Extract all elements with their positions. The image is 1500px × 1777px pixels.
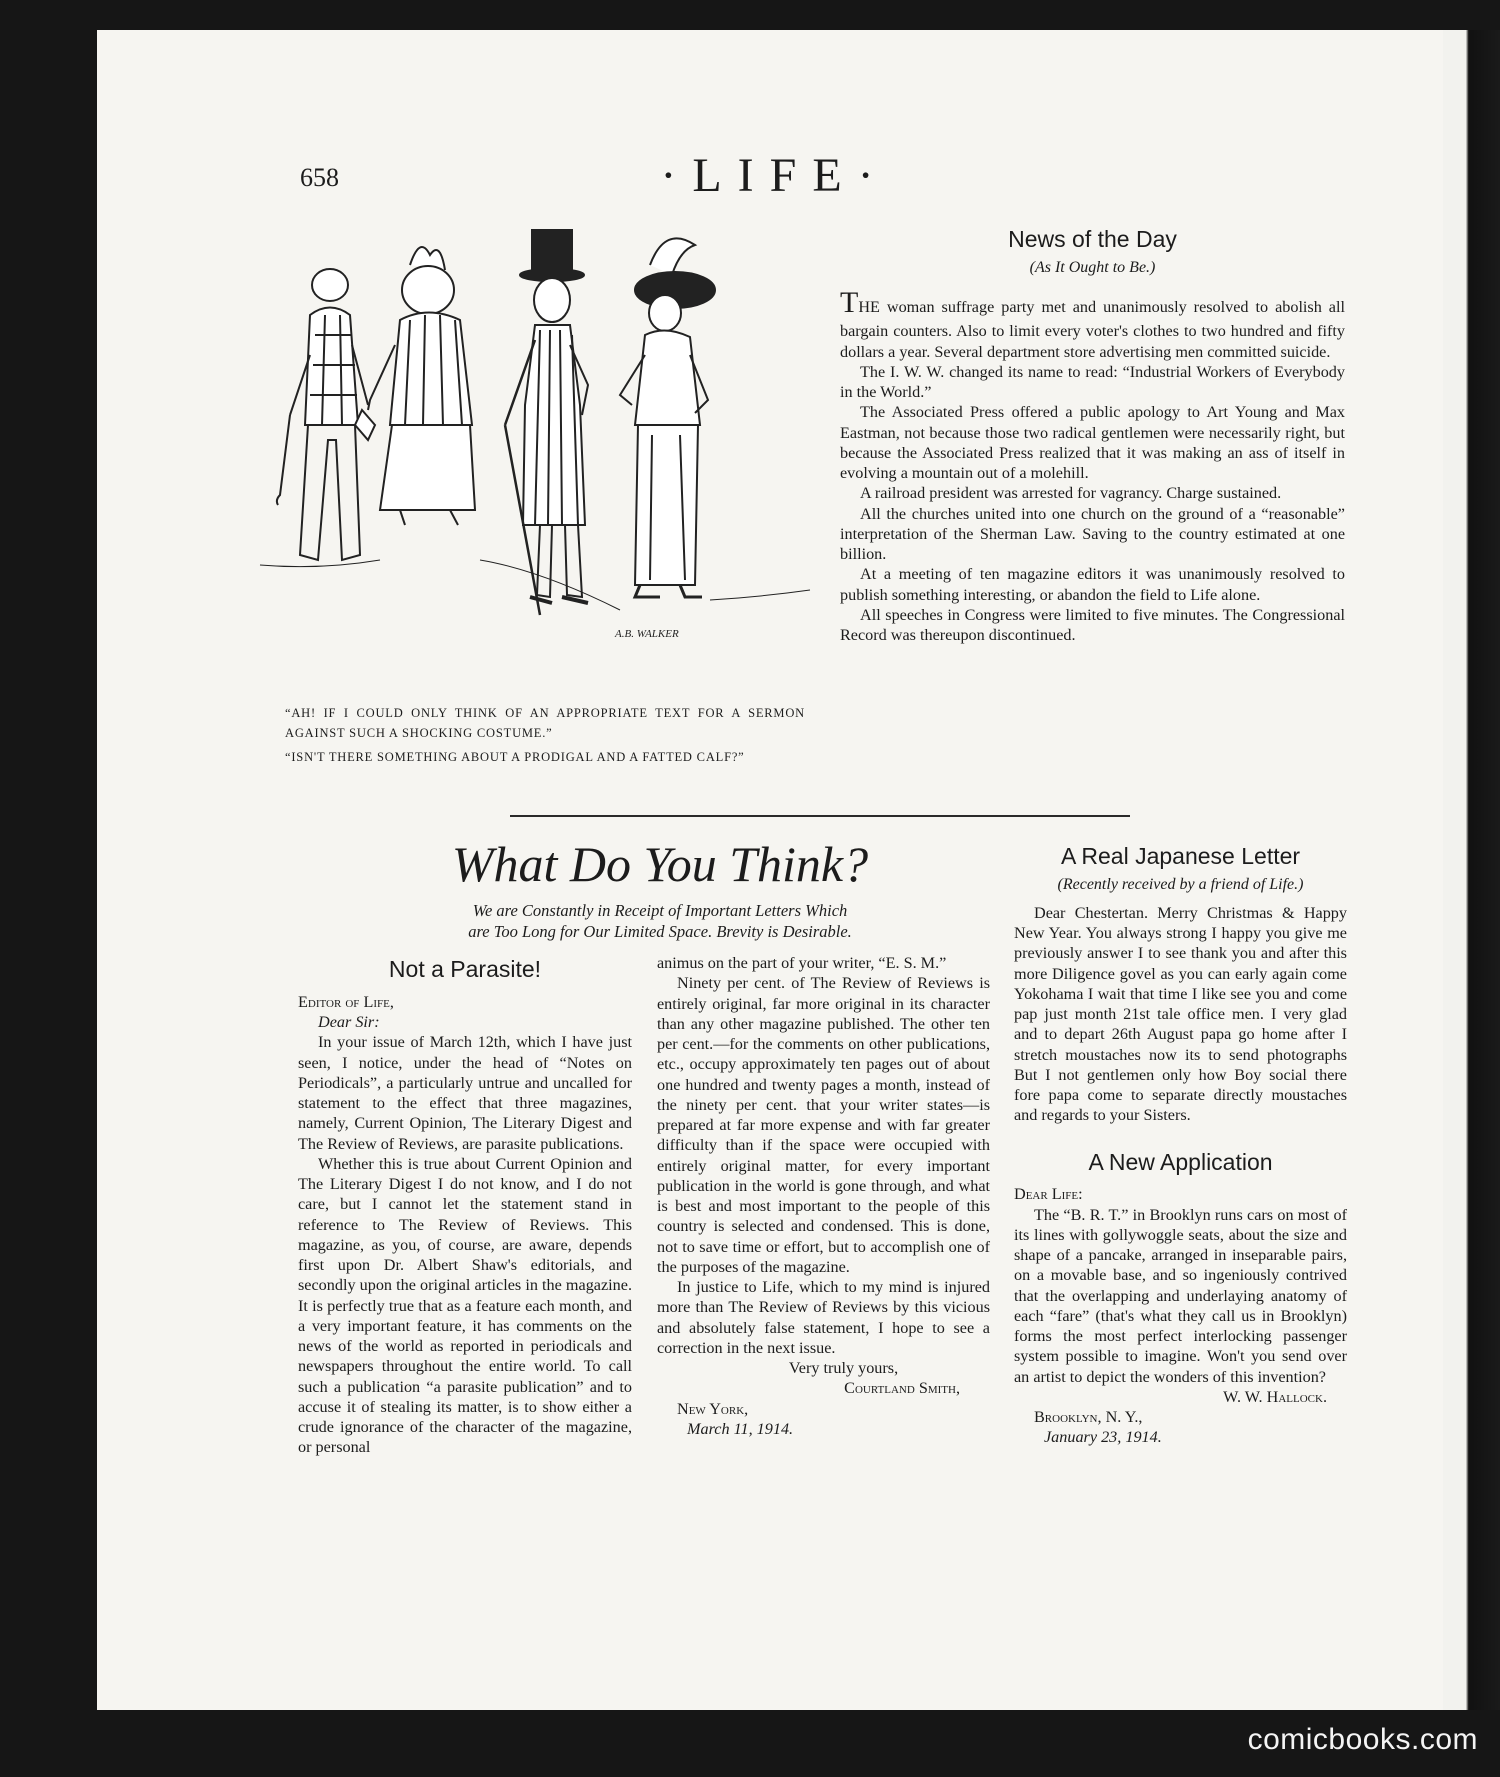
news-title: News of the Day: [1008, 226, 1177, 252]
japanese-letter-subtitle: (Recently received by a friend of Life.): [1057, 875, 1304, 893]
new-application-title: A New Application: [1088, 1148, 1273, 1175]
cartoon-illustration: [240, 225, 820, 695]
news-paragraph: The Associated Press offered a public apology to Art Young and Max Eastman, not because those two radical gentlemen were necessarily right, but because the Associated Press realized that it was making an ass of itself in evolving a mountain out of a molehill.: [840, 403, 1345, 482]
news-paragraph: All the churches united into one church on the ground of a “reasonable” interpretation of the Sherman Law. Saving to the country estimated at one billion.: [840, 504, 1345, 563]
caption-line-1: “AH! IF I COULD ONLY THINK OF AN APPROPRIATE TEXT FOR A SERMON AGAINST SUCH A SHOCKING COSTUME.”: [285, 706, 805, 740]
parasite-title: Not a Parasite!: [388, 956, 542, 982]
masthead-title: ·LIFE·: [660, 149, 890, 202]
news-paragraph: The I. W. W. changed its name to read: “Industrial Workers of Everybody in the World.”: [840, 362, 1345, 401]
figure-man-tophat: [505, 230, 588, 615]
cartoon-caption: [285, 703, 805, 771]
parasite-paragraph: Whether this is true about Current Opinion and The Literary Digest I do not know, and I do not care, but I cannot let the statement stand in reference to The Review of Reviews. This magazine, as you, of course, are aware, depends first upon Dr. Albert Shaw's editorials, and secondly upon the original articles in the magazine. It is perfectly true that as a feature each month, and a very important feature, it has comments on the news of the world as reported in periodicals and newspapers throughout the entire world. To call such a publication “a parasite publication” and to accuse it of stealing its matter, is to show either a crude ignorance of the character of the magazine, or personal: [298, 1154, 632, 1457]
parasite-dear-sir: Dear Sir:: [318, 1013, 380, 1031]
section-divider: [510, 815, 1130, 817]
parasite-paragraph: In justice to Life, which to my mind is injured more than The Review of Reviews by this vicious and absolutely false statement, I hope to see a correction in the next issue.: [657, 1278, 990, 1357]
parasite-salutation: Editor of Life,: [298, 992, 394, 1011]
application-date: January 23, 1914.: [1044, 1428, 1162, 1447]
right-column: [1014, 842, 1347, 1448]
japanese-letter-title: A Real Japanese Letter: [1060, 843, 1301, 869]
letter-not-a-parasite-col1: [298, 955, 632, 1458]
news-of-the-day: [840, 225, 1345, 645]
figure-woman-back: [355, 247, 475, 525]
news-subtitle: (As It Ought to Be.): [1029, 258, 1156, 276]
application-signature: W. W. Hallock.: [1223, 1387, 1327, 1406]
artist-signature: A.B. WALKER: [615, 628, 679, 640]
news-paragraph: THE woman suffrage party met and unanimously resolved to abolish all bargain counters. Also to limit every voter's clothes to two hundred and fifty dollars a year. Several department store advertising men committed suicide.: [840, 285, 1345, 361]
parasite-paragraph: In your issue of March 12th, which I have just seen, I notice, under the head of “Notes on Periodicals”, a particularly untrue and uncalled for statement to the effect that three magazines, namely, Current Opinion, The Literary Digest and The Review of Reviews, are parasite publications.: [298, 1033, 632, 1153]
caption-line-2: “ISN'T THERE SOMETHING ABOUT A PRODIGAL AND A FATTED CALF?”: [285, 750, 745, 764]
parasite-paragraph: Ninety per cent. of The Review of Reviews is entirely original, far more original in its character than any other magazine published. The other ten per cent.—for the comments on other publications, etc., occupy approximately ten pages out of about one hundred and twenty pages a month, instead of the ninety per cent. that your writer states—is prepared at far more expense and with far greater difficulty than if the space were occupied with entirely original matter, for every important publication in the world is gone through, and what is best and most important to the people of this country is selected and condensed. This is done, not to save time or effort, but to accomplish one of the purposes of the magazine.: [657, 974, 990, 1276]
letter-not-a-parasite-col2: [657, 953, 990, 1439]
news-paragraph: All speeches in Congress were limited to five minutes. The Congressional Record was thereupon discontinued.: [840, 605, 1345, 644]
subtitle-line-1: We are Constantly in Receipt of Important Letters Which: [472, 901, 848, 920]
parasite-signature: Courtland Smith,: [844, 1379, 960, 1398]
news-paragraph: At a meeting of ten magazine editors it was unanimously resolved to publish something interesting, or abandon the field to Life alone.: [840, 565, 1345, 604]
parasite-paragraph: animus on the part of your writer, “E. S. M.”: [657, 954, 947, 972]
application-salutation: Dear Life:: [1014, 1185, 1083, 1204]
figure-boy: [277, 269, 368, 560]
subtitle-line-2: are Too Long for Our Limited Space. Brevity is Desirable.: [468, 922, 852, 942]
application-place: Brooklyn, N. Y.,: [1034, 1408, 1143, 1426]
what-do-you-think-subtitle: [370, 900, 950, 943]
figure-woman-hat: [620, 238, 715, 597]
page-spine: [1443, 30, 1500, 1710]
parasite-date: March 11, 1914.: [687, 1419, 794, 1438]
parasite-closing: Very truly yours,: [788, 1359, 899, 1377]
parasite-place: New York,: [677, 1399, 749, 1418]
what-do-you-think-title: What Do You Think?: [451, 836, 869, 892]
news-paragraph: A railroad president was arrested for vagrancy. Charge sustained.: [860, 484, 1282, 503]
japanese-letter-body: Dear Chestertan. Merry Christmas & Happy New Year. You always strong I happy you give me previously answer I to see thank you and after this more Diligence govel as you can early again come Yokohama I wait that time I like see you and come pap just month 21st tale office men. I very glad and to depart 26th August papa go home after I stretch moustaches now its to send photographs But I not gentlemen only how Boy social there fore papa come to separate directly moustaches and regards to your Sisters.: [1014, 903, 1347, 1125]
application-body: The “B. R. T.” in Brooklyn runs cars on most of its lines with gollywoggle seats, about the size and shape of a pancake, arranged in inseparable pairs, on a movable base, and so ingeniously contrived that the overlapping and underlaying anatomy of each “fare” (that's what they call us in Brooklyn) forms the most perfect interlocking passenger system possible to imagine. Won't you send over an artist to depict the wonders of this invention?: [1014, 1205, 1347, 1386]
page-number: 658: [300, 163, 339, 192]
watermark: comicbooks.com: [1247, 1723, 1478, 1756]
